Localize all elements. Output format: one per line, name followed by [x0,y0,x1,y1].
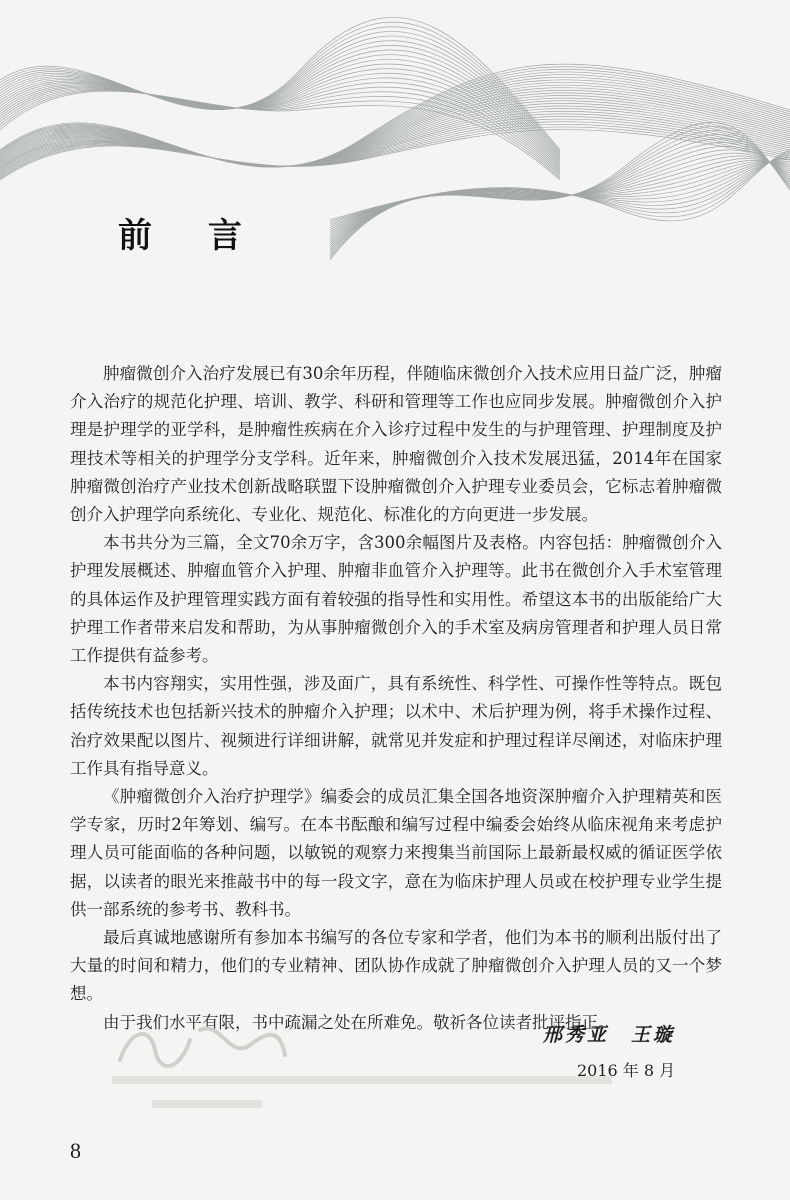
page-number: 8 [70,1138,81,1163]
wave-line [330,158,790,240]
wave-line [330,162,790,235]
wave-line [330,160,790,239]
paragraph-6: 由于我们水平有限，书中疏漏之处在所难免。敬祈各位读者批评指正。 [103,1012,615,1032]
wave-line [0,82,790,166]
bleed-through-text [112,1070,632,1118]
wave-line [330,150,790,247]
wave-line [330,153,790,245]
wave-line [0,67,790,167]
paragraph-2: 本书共分为三篇，全文70余万字，含300余幅图片及表格。内容包括：肿瘤微创介入护理发展概述、肿瘤血管介入护理、肿瘤非血管介入护理等。此书在微创介入手术室管理的具体运作及护理管理实践方面有着较强的指导性和实用性。希望这本书的出版能给广大护理工作者带来启发和帮助，为从事肿瘤微创介入的手术室及病房管理者和护理人员日常工作提供有益参考。 [70,533,722,666]
wave-line [0,64,790,167]
date: 2016 年 8 月 [577,1061,676,1080]
page-title: 前 言 [118,216,264,256]
paragraph-4: 《肿瘤微创介入治疗护理学》编委会的成员汇集全国各地资深肿瘤介入护理精英和医学专家，历时2年筹划、编写。在本书酝酿和编写过程中编委会始终从临床视角来考虑护理人员可能面临的各种问题，以敏锐的观察力来搜集当前国际上最新最权威的循证医学依据，以读者的眼光来推敲书中的每一段文字，意在为临床护理人员或在校护理专业学生提供一部系统的参考书、教科书。 [70,787,722,919]
paragraph-5: 最后真诚地感谢所有参加本书编写的各位专家和学者，他们为本书的顺利出版付出了大量的时间和精力，他们的专业精神、团队协作成就了肿瘤微创介入护理人员的又一个梦想。 [70,928,722,1004]
wave-line [330,162,790,238]
paragraph-3: 本书内容翔实，实用性强，涉及面广，具有系统性、科学性、可操作性等特点。既包括传统技术也包括新兴技术的肿瘤介入护理；以术中、术后护理为例，将手术操作过程、治疗效果配以图片、视频进行详细讲解，就常见并发症和护理过程详尽阐述，对临床护理工作具有指导意义。 [70,674,722,778]
paragraph-1: 肿瘤微创介入治疗发展已有30余年历程，伴随临床微创介入技术应用日益广泛，肿瘤介入治疗的规范化护理、培训、教学、科研和管理等工作也应同步发展。肿瘤微创介入护理是护理学的亚学科，是肿瘤性疾病在介入诊疗过程中发生的与护理管理、护理制度及护理技术等相关的护理学分支学科。近年来，肿瘤微创介入技术发展迅猛，2014年在国家肿瘤微创治疗产业技术创新战略联盟下设肿瘤微创介入护理专业委员会，它标志着肿瘤微创介入护理学向系统化、专业化、规范化、标准化的方向更进一步发展。 [70,364,722,525]
preface-body [70,360,722,1037]
wave-line [0,50,560,161]
authors: 邢秀亚 王璇 [543,1024,676,1046]
wave-line [330,156,790,243]
